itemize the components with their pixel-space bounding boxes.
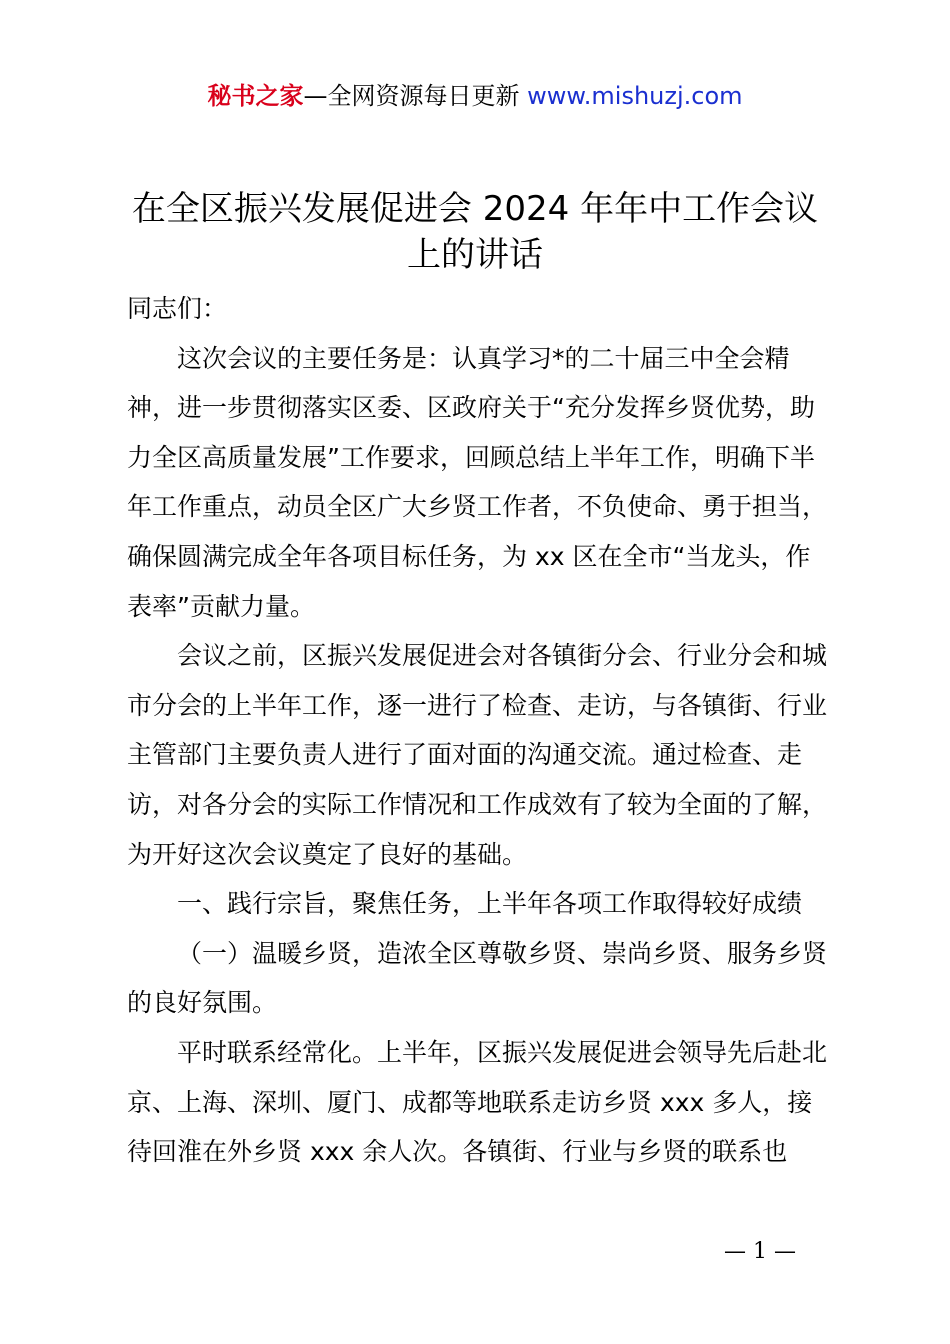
document-body	[127, 284, 827, 1177]
site-banner	[0, 80, 950, 112]
page-number: — 1 —	[724, 1239, 796, 1264]
paragraph-2: 会议之前，区振兴发展促进会对各镇街分会、行业分会和城市分会的上半年工作，逐一进行了检查、走访，与各镇街、行业主管部门主要负责人进行了面对面的沟通交流。通过检查、走访，对各分会的实际工作情况和工作成效有了较为全面的了解，为开好这次会议奠定了良好的基础。	[127, 641, 828, 869]
paragraph-3: 平时联系经常化。上半年，区振兴发展促进会领导先后赴北京、上海、深圳、厦门、成都等地联系走访乡贤 xxx 多人，接待回淮在外乡贤 xxx 余人次。各镇街、行业与乡贤的联系也	[127, 1037, 828, 1167]
salutation: 同志们：	[127, 294, 228, 323]
section-heading-1: 一、践行宗旨，聚焦任务，上半年各项工作取得较好成绩	[177, 889, 803, 919]
site-url: www.mishuzj.com	[527, 82, 743, 110]
brand-name: 秘书之家	[207, 82, 304, 110]
document-title	[100, 186, 850, 278]
banner-tagline: —全网资源每日更新	[303, 82, 528, 110]
title-line-1: 在全区振兴发展促进会 2024 年年中工作会议	[131, 189, 819, 229]
paragraph-1: 这次会议的主要任务是：认真学习*的二十届三中全会精神，进一步贯彻落实区委、区政府关于“充分发挥乡贤优势，助力全区高质量发展”工作要求，回顾总结上半年工作，明确下半年工作重点，动员全区广大乡贤工作者，不负使命、勇于担当，确保圆满完成全年各项目标任务，为 xx 区在全市“当龙头，作表率”贡献力量。	[127, 343, 828, 621]
title-line-2: 上的讲话	[407, 235, 543, 275]
subsection-heading-1: （一）温暖乡贤，造浓全区尊敬乡贤、崇尚乡贤、服务乡贤的良好氛围。	[127, 938, 828, 1018]
